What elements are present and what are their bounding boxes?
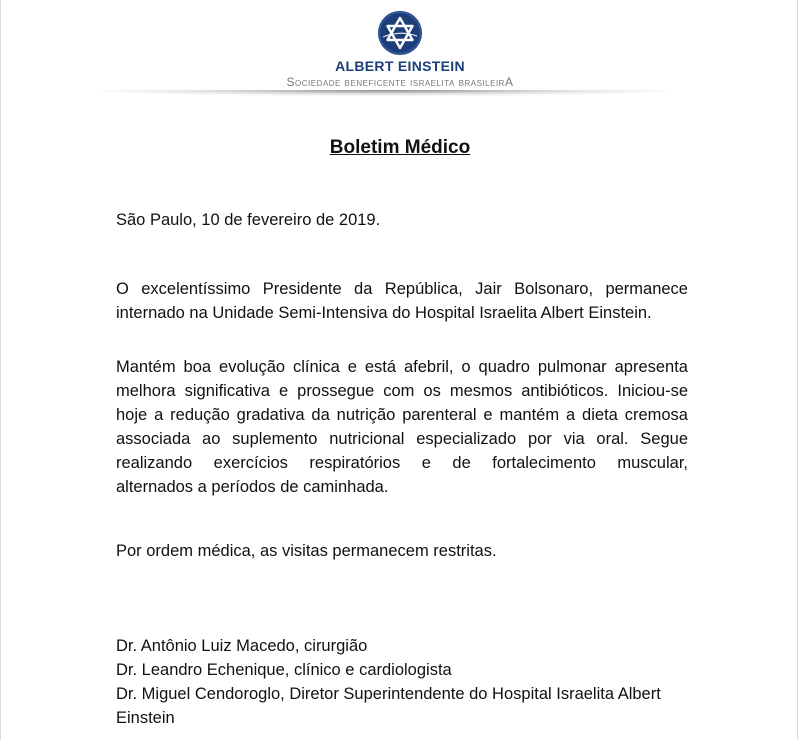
document-title: Boletim Médico bbox=[329, 137, 471, 158]
paragraph-1 bbox=[116, 277, 688, 325]
paragraph-2-line: associada ao suplemento nutricional especializado por via oral. Segue bbox=[116, 430, 688, 448]
paragraph-2-line: realizando exercícios respiratórios e de fortalecimento muscular, bbox=[116, 454, 688, 472]
signature-line: Dr. Miguel Cendoroglo, Diretor Superintendente do Hospital Israelita Albert bbox=[116, 685, 661, 703]
org-subtitle: Sociedade beneficente israelita brasileirA bbox=[286, 75, 514, 89]
star-of-david-logo-icon bbox=[377, 10, 423, 56]
paragraph-1-line: O excelentíssimo Presidente da República, Jair Bolsonaro, permanece bbox=[116, 280, 688, 298]
date-line: São Paulo, 10 de fevereiro de 2019. bbox=[116, 211, 381, 229]
paragraph-2-line: Mantém boa evolução clínica e está afebril, o quadro pulmonar apresenta bbox=[116, 358, 688, 376]
paragraph-2-line: hoje a redução gradativa da nutrição parenteral e mantém a dieta cremosa bbox=[116, 406, 688, 424]
letterhead bbox=[1, 10, 799, 89]
org-name: ALBERT EINSTEIN bbox=[335, 58, 465, 74]
paragraph-2-line: alternados a períodos de caminhada. bbox=[116, 478, 389, 496]
paragraph-2-line: melhora significativa e prossegue com os mesmos antibióticos. Iniciou-se bbox=[116, 382, 688, 400]
signature-line: Einstein bbox=[116, 709, 175, 727]
signatures bbox=[116, 634, 688, 730]
signature-line: Dr. Leandro Echenique, clínico e cardiologista bbox=[116, 661, 452, 679]
signature-line: Dr. Antônio Luiz Macedo, cirurgião bbox=[116, 637, 368, 655]
paragraph-2 bbox=[116, 355, 688, 499]
paragraph-1-line: internado na Unidade Semi-Intensiva do Hospital Israelita Albert Einstein. bbox=[116, 304, 652, 322]
header-divider-shadow bbox=[101, 90, 671, 96]
paragraph-3: Por ordem médica, as visitas permanecem restritas. bbox=[116, 542, 497, 560]
